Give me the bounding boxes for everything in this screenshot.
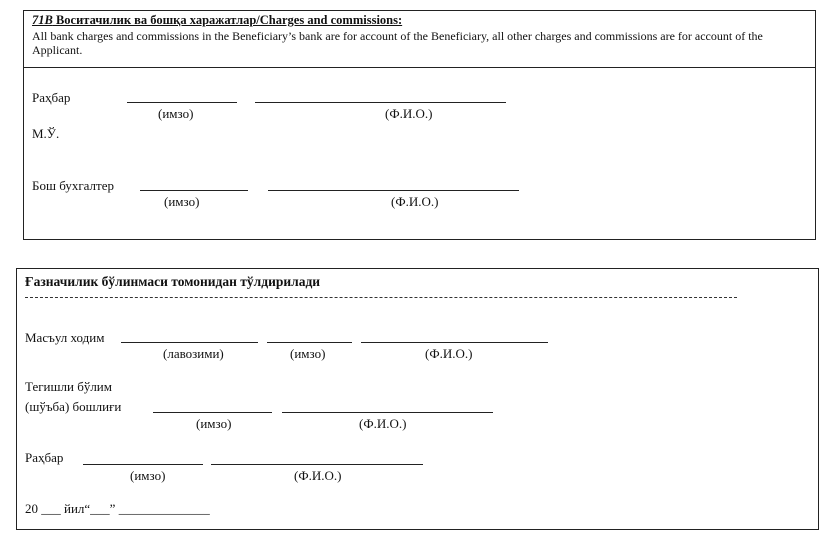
department-head-label-2: (шўъба) бошлиғи xyxy=(25,399,122,414)
dashed-separator xyxy=(25,297,737,298)
rahbar-signature-line[interactable] xyxy=(127,102,237,103)
section-divider xyxy=(24,67,815,68)
department-head-label-1: Тегишли бўлим xyxy=(25,379,112,394)
chief-accountant-name-line[interactable] xyxy=(268,190,519,191)
department-head-name-line[interactable] xyxy=(282,412,493,413)
department-head-name-caption: (Ф.И.О.) xyxy=(359,416,407,431)
chief-accountant-signature-line[interactable] xyxy=(140,190,248,191)
chief-accountant-signature-caption: (имзо) xyxy=(164,194,200,209)
treasury-section xyxy=(16,268,819,530)
officer-name-line[interactable] xyxy=(361,342,548,343)
treasury-rahbar-signature-caption: (имзо) xyxy=(130,468,166,483)
rahbar-signature-caption: (имзо) xyxy=(158,106,194,121)
officer-signature-line[interactable] xyxy=(267,342,352,343)
charges-text: All bank charges and commissions in the Beneficiary’s bank are for account of the Beneficiary, all other charges and commissions are for account of the Applicant. xyxy=(32,29,763,57)
officer-position-line[interactable] xyxy=(121,342,258,343)
treasury-rahbar-signature-line[interactable] xyxy=(83,464,203,465)
department-head-signature-caption: (имзо) xyxy=(196,416,232,431)
chief-accountant-label: Бош бухгалтер xyxy=(32,178,114,193)
treasury-title: Ғазначилик бўлинмаси томонидан тўлдирилади xyxy=(25,274,321,289)
stamp-label: М.Ў. xyxy=(32,126,60,141)
date-field[interactable]: 20 ___ йил“___” ______________ xyxy=(25,501,210,516)
officer-position-caption: (лавозими) xyxy=(163,346,224,361)
charges-title: Воситачилик ва бошқа харажатлар/Charges and commissions: xyxy=(52,13,403,27)
charges-header xyxy=(32,13,402,28)
chief-accountant-name-caption: (Ф.И.О.) xyxy=(391,194,439,209)
rahbar-name-caption: (Ф.И.О.) xyxy=(385,106,433,121)
treasury-rahbar-name-caption: (Ф.И.О.) xyxy=(294,468,342,483)
charges-section xyxy=(23,10,816,240)
field-code: 71B xyxy=(32,13,53,27)
department-head-signature-line[interactable] xyxy=(153,412,272,413)
rahbar-label: Раҳбар xyxy=(32,90,71,105)
rahbar-name-line[interactable] xyxy=(255,102,506,103)
treasury-rahbar-name-line[interactable] xyxy=(211,464,423,465)
officer-name-caption: (Ф.И.О.) xyxy=(425,346,473,361)
responsible-officer-label: Масъул ходим xyxy=(25,330,105,345)
officer-signature-caption: (имзо) xyxy=(290,346,326,361)
treasury-rahbar-label: Раҳбар xyxy=(25,450,64,465)
